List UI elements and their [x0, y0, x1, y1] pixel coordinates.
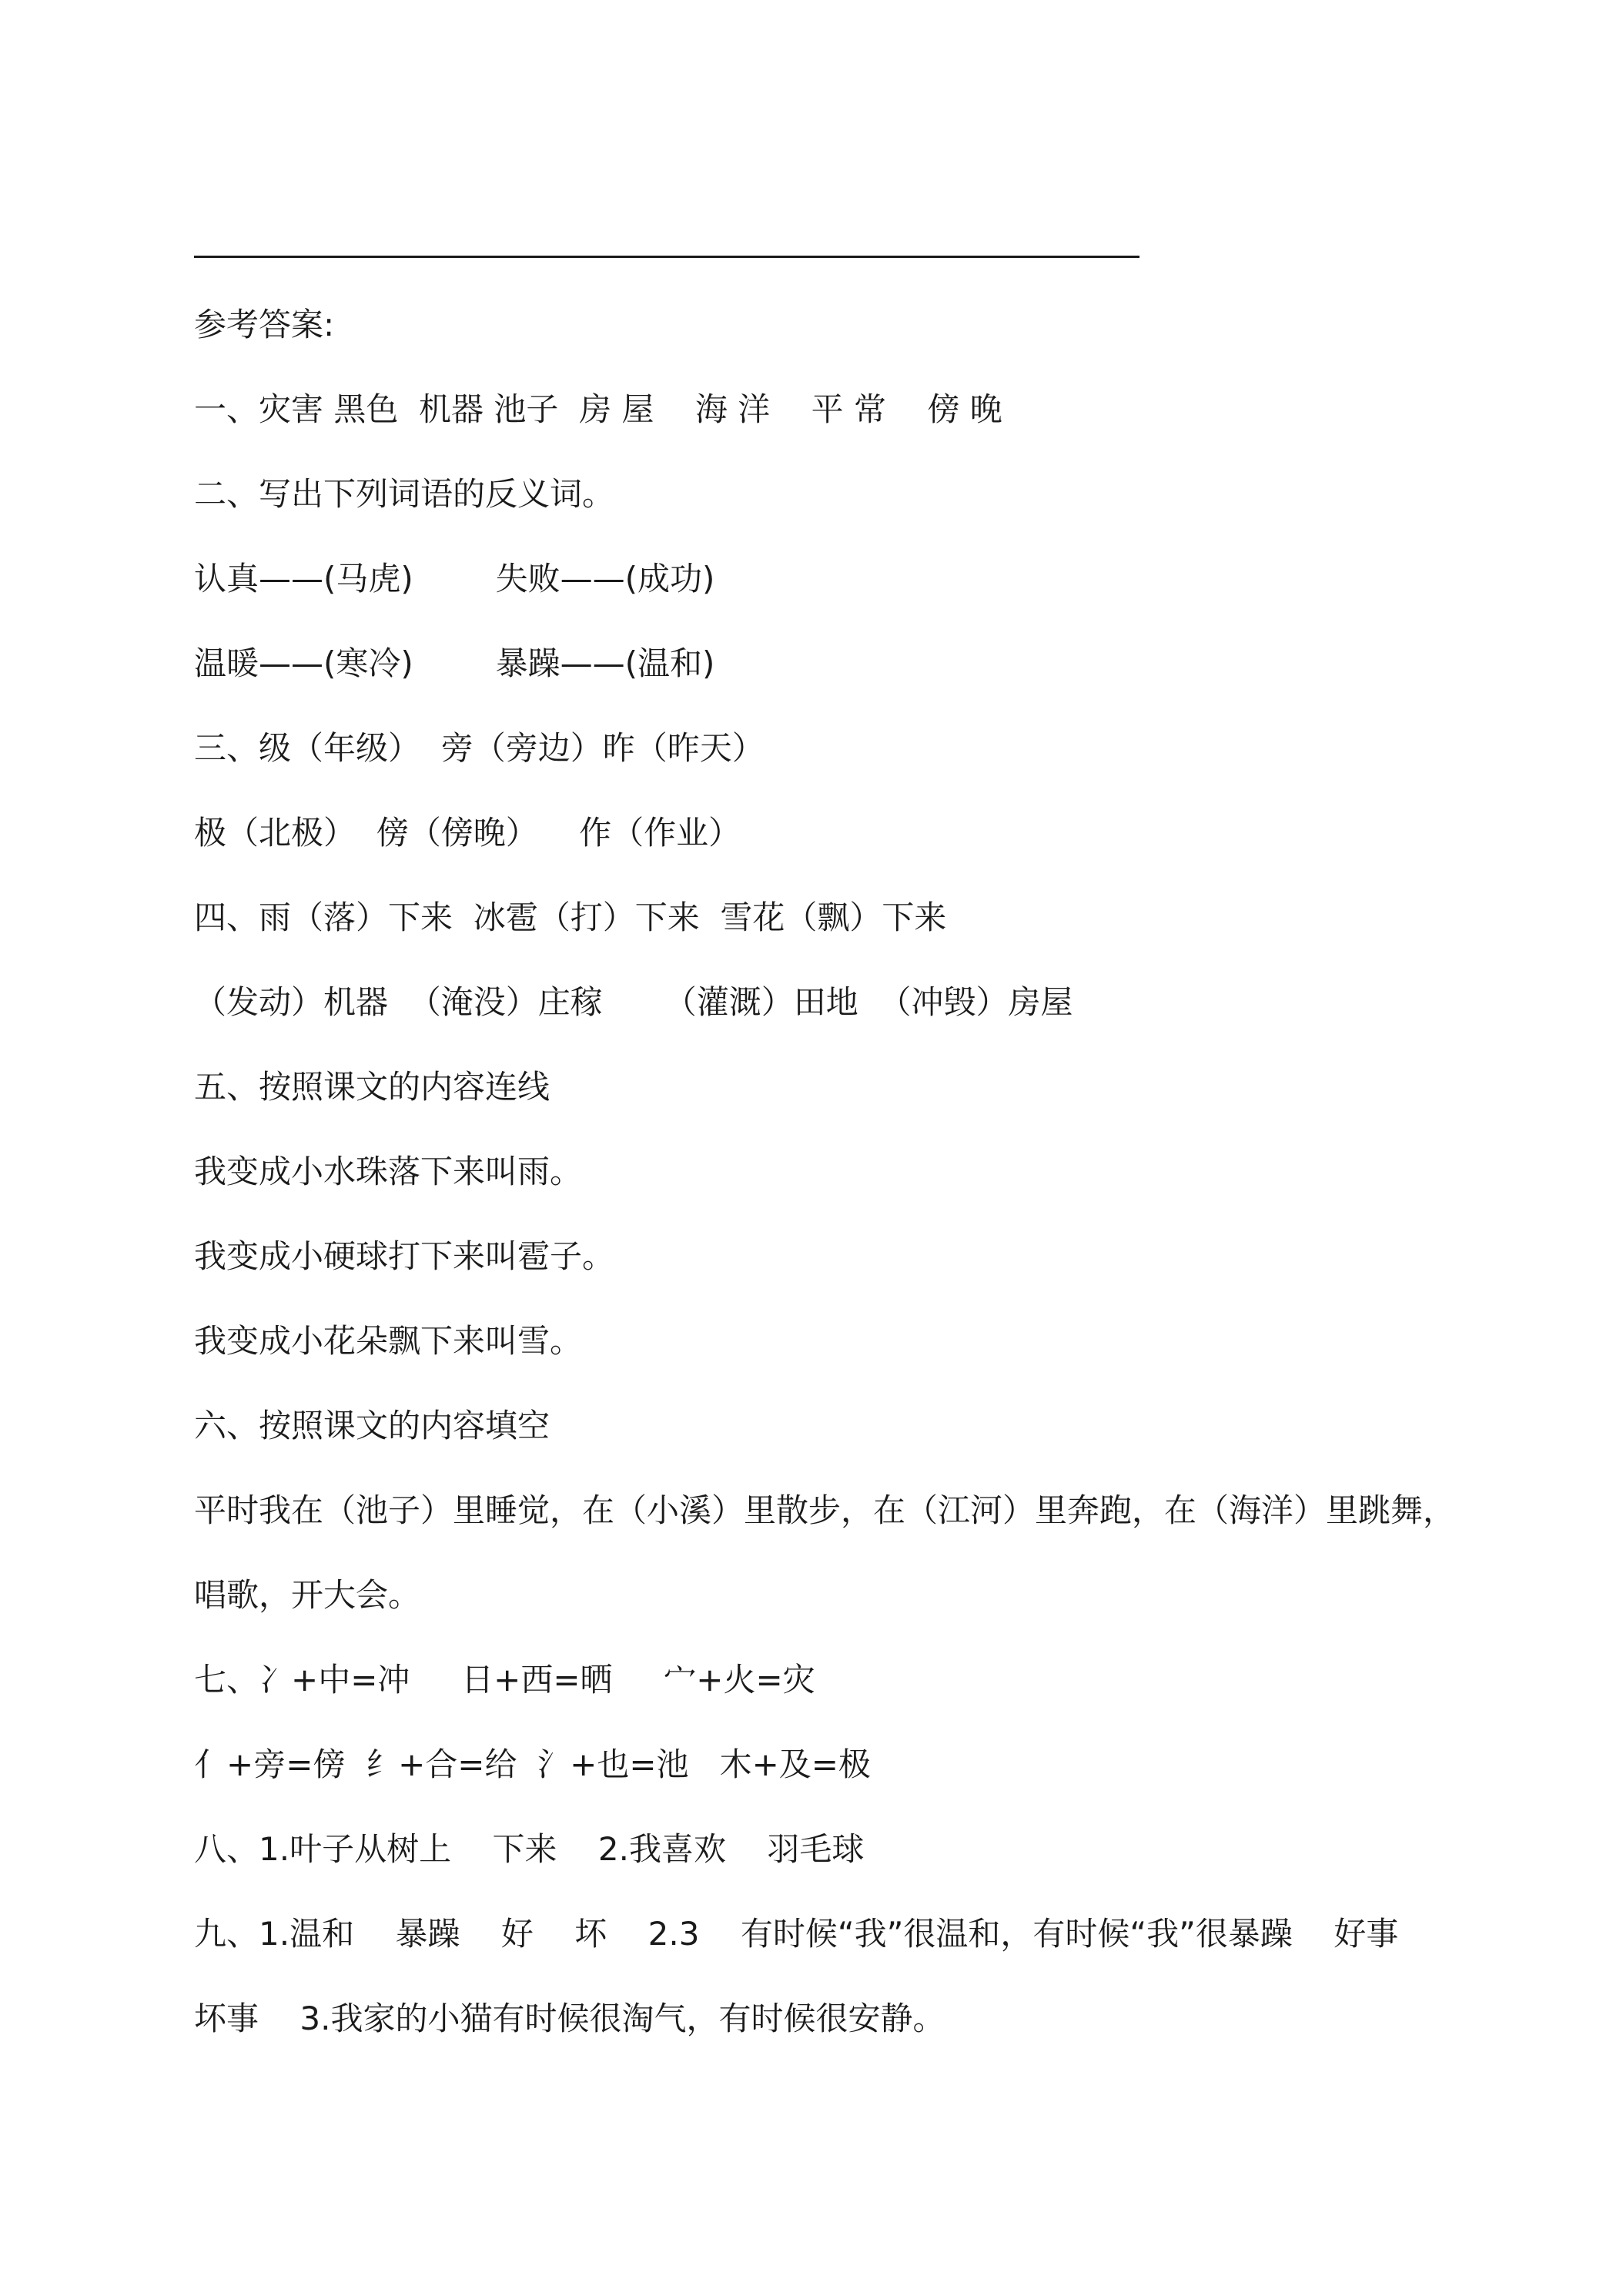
answer-line-10: 我变成小水珠落下来叫雨。 [194, 1153, 583, 1190]
answer-line-19: 九、1.温和 暴躁 好 坏 2.3 有时候“我”很温和，有时候“我”很暴躁 好事 [194, 1915, 1399, 1953]
answer-line-2: 二、写出下列词语的反义词。 [194, 475, 615, 513]
answer-line-12: 我变成小花朵飘下来叫雪。 [194, 1322, 583, 1360]
answer-line-17: 亻+旁=傍 纟+合=给 氵+也=池 木+及=极 [194, 1745, 871, 1783]
answer-line-1: 一、灾害 黑色 机器 池子 房 屋 海 洋 平 常 傍 晚 [194, 390, 1002, 428]
answer-key-heading: 参考答案: [194, 306, 335, 343]
top-divider-line [194, 256, 1139, 258]
answer-line-4: 温暖——(寒冷) 暴躁——(温和) [194, 644, 715, 682]
answer-line-9: 五、按照课文的内容连线 [194, 1068, 550, 1106]
answer-line-13: 六、按照课文的内容填空 [194, 1407, 550, 1444]
answer-line-16: 七、冫+中=冲 日+西=晒 宀+火=灾 [194, 1661, 815, 1699]
answer-line-18: 八、1.叶子从树上 下来 2.我喜欢 羽毛球 [194, 1830, 865, 1868]
answer-line-3: 认真——(马虎) 失败——(成功) [194, 560, 715, 597]
answer-line-11: 我变成小硬球打下来叫雹子。 [194, 1237, 615, 1275]
answer-line-6: 极（北极） 傍（傍晚） 作（作业） [194, 814, 741, 852]
answer-line-14: 平时我在（池子）里睡觉，在（小溪）里散步，在（江河）里奔跑，在（海洋）里跳舞， [194, 1491, 1456, 1529]
answer-line-20: 坏事 3.我家的小猫有时候很淘气，有时候很安静。 [194, 2000, 945, 2037]
answer-line-7: 四、雨（落）下来 冰雹（打）下来 雪花（飘）下来 [194, 899, 947, 936]
answer-line-8: （发动）机器 （淹没）庄稼 （灌溉）田地 （冲毁）房屋 [194, 983, 1073, 1021]
answer-line-5: 三、级（年级） 旁（旁边）昨（昨天） [194, 729, 765, 767]
answer-line-15: 唱歌，开大会。 [194, 1576, 421, 1614]
